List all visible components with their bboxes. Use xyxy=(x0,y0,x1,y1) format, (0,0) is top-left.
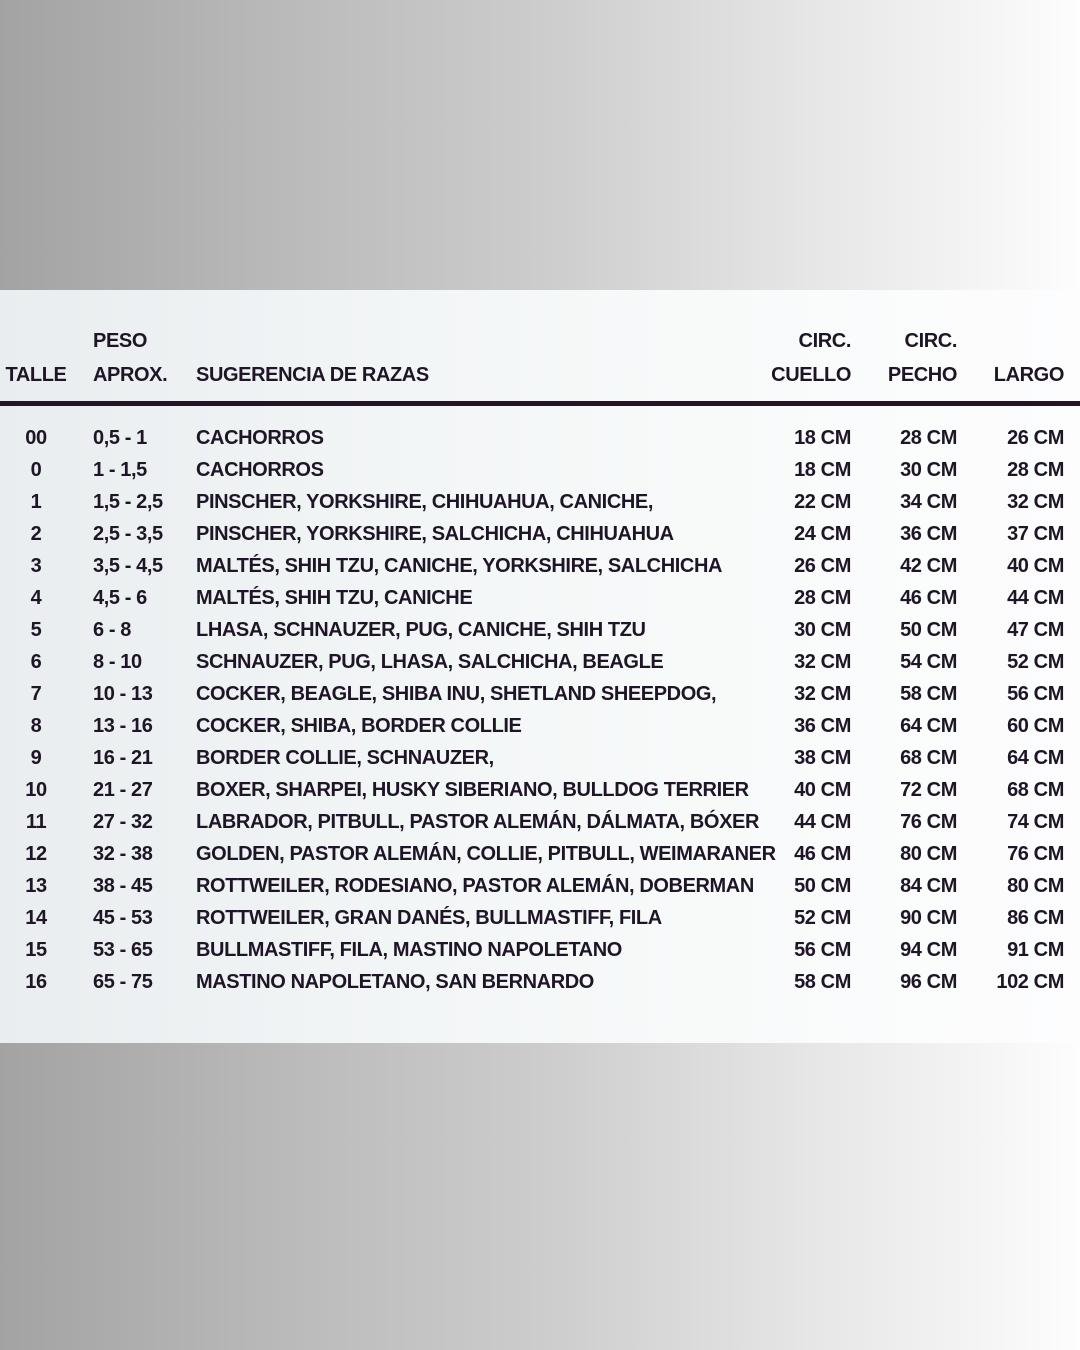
talle-cell: 14 xyxy=(25,907,47,929)
cuello-cell: 36 CM xyxy=(794,715,851,737)
razas-cell: SCHNAUZER, PUG, LHASA, SALCHICHA, BEAGLE xyxy=(196,651,664,673)
razas-cell: LHASA, SCHNAUZER, PUG, CANICHE, SHIH TZU xyxy=(196,619,646,641)
pecho-cell: 84 CM xyxy=(900,875,957,897)
razas-cell: BORDER COLLIE, SCHNAUZER, xyxy=(196,747,494,769)
pecho-cell: 68 CM xyxy=(900,747,957,769)
largo-cell: 47 CM xyxy=(1007,619,1064,641)
peso-cell: 32 - 38 xyxy=(93,843,153,865)
header-circ-pecho xyxy=(851,290,957,401)
pecho-cell: 28 CM xyxy=(900,427,957,449)
largo-cell: 56 CM xyxy=(1007,683,1064,705)
peso-cell: 53 - 65 xyxy=(93,939,153,961)
header-largo-label: LARGO xyxy=(993,364,1064,386)
razas-cell: GOLDEN, PASTOR ALEMÁN, COLLIE, PITBULL, WEIMARANER xyxy=(196,843,776,865)
largo-cell: 52 CM xyxy=(1007,651,1064,673)
table-row xyxy=(0,934,1080,966)
table-row xyxy=(0,518,1080,550)
peso-cell: 13 - 16 xyxy=(93,715,153,737)
header-peso-aprox xyxy=(72,290,196,401)
razas-cell: PINSCHER, YORKSHIRE, CHIHUAHUA, CANICHE, xyxy=(196,491,654,513)
pecho-cell: 96 CM xyxy=(900,971,957,993)
talle-cell: 12 xyxy=(25,843,47,865)
largo-cell: 60 CM xyxy=(1007,715,1064,737)
largo-cell: 76 CM xyxy=(1007,843,1064,865)
cuello-cell: 22 CM xyxy=(794,491,851,513)
peso-cell: 3,5 - 4,5 xyxy=(93,555,163,577)
table-row xyxy=(0,550,1080,582)
talle-cell: 1 xyxy=(30,491,42,513)
cuello-cell: 58 CM xyxy=(794,971,851,993)
table-row xyxy=(0,486,1080,518)
talle-cell: 9 xyxy=(30,747,42,769)
largo-cell: 102 CM xyxy=(996,971,1064,993)
largo-cell: 68 CM xyxy=(1007,779,1064,801)
pecho-cell: 58 CM xyxy=(900,683,957,705)
table-row xyxy=(0,902,1080,934)
pecho-cell: 50 CM xyxy=(900,619,957,641)
peso-cell: 45 - 53 xyxy=(93,907,153,929)
pecho-cell: 46 CM xyxy=(900,587,957,609)
razas-cell: COCKER, SHIBA, BORDER COLLIE xyxy=(196,715,522,737)
header-cuello-line2: CUELLO xyxy=(771,364,851,386)
header-pecho-line1: CIRC. xyxy=(904,330,957,352)
peso-cell: 8 - 10 xyxy=(93,651,142,673)
largo-cell: 37 CM xyxy=(1007,523,1064,545)
talle-cell: 0 xyxy=(30,459,42,481)
peso-cell: 1,5 - 2,5 xyxy=(93,491,163,513)
cuello-cell: 28 CM xyxy=(794,587,851,609)
razas-cell: ROTTWEILER, RODESIANO, PASTOR ALEMÁN, DOBERMAN xyxy=(196,875,754,897)
cuello-cell: 52 CM xyxy=(794,907,851,929)
razas-cell: MALTÉS, SHIH TZU, CANICHE xyxy=(196,587,473,609)
size-chart-sheet xyxy=(0,290,1080,1043)
cuello-cell: 46 CM xyxy=(794,843,851,865)
pecho-cell: 64 CM xyxy=(900,715,957,737)
talle-cell: 10 xyxy=(25,779,47,801)
peso-cell: 6 - 8 xyxy=(93,619,132,641)
talle-cell: 8 xyxy=(30,715,42,737)
razas-cell: CACHORROS xyxy=(196,459,324,481)
table-header xyxy=(0,290,1080,401)
peso-cell: 4,5 - 6 xyxy=(93,587,147,609)
header-cuello-line1: CIRC. xyxy=(798,330,851,352)
table-row xyxy=(0,742,1080,774)
cuello-cell: 32 CM xyxy=(794,683,851,705)
header-talle xyxy=(0,290,72,401)
table-row xyxy=(0,678,1080,710)
cuello-cell: 56 CM xyxy=(794,939,851,961)
talle-cell: 3 xyxy=(30,555,42,577)
talle-cell: 11 xyxy=(25,811,47,833)
cuello-cell: 40 CM xyxy=(794,779,851,801)
pecho-cell: 54 CM xyxy=(900,651,957,673)
table-row xyxy=(0,710,1080,742)
cuello-cell: 30 CM xyxy=(794,619,851,641)
largo-cell: 40 CM xyxy=(1007,555,1064,577)
talle-cell: 2 xyxy=(30,523,42,545)
talle-cell: 6 xyxy=(30,651,42,673)
peso-cell: 0,5 - 1 xyxy=(93,427,147,449)
razas-cell: BULLMASTIFF, FILA, MASTINO NAPOLETANO xyxy=(196,939,622,961)
pecho-cell: 80 CM xyxy=(900,843,957,865)
largo-cell: 32 CM xyxy=(1007,491,1064,513)
peso-cell: 10 - 13 xyxy=(93,683,153,705)
pecho-cell: 42 CM xyxy=(900,555,957,577)
peso-cell: 16 - 21 xyxy=(93,747,153,769)
largo-cell: 80 CM xyxy=(1007,875,1064,897)
pecho-cell: 94 CM xyxy=(900,939,957,961)
talle-cell: 7 xyxy=(30,683,42,705)
cuello-cell: 24 CM xyxy=(794,523,851,545)
largo-cell: 74 CM xyxy=(1007,811,1064,833)
cuello-cell: 26 CM xyxy=(794,555,851,577)
razas-cell: BOXER, SHARPEI, HUSKY SIBERIANO, BULLDOG TERRIER xyxy=(196,779,749,801)
talle-cell: 5 xyxy=(30,619,42,641)
peso-cell: 2,5 - 3,5 xyxy=(93,523,163,545)
table-row xyxy=(0,838,1080,870)
peso-cell: 65 - 75 xyxy=(93,971,153,993)
header-largo xyxy=(957,290,1064,401)
pecho-cell: 36 CM xyxy=(900,523,957,545)
largo-cell: 44 CM xyxy=(1007,587,1064,609)
largo-cell: 86 CM xyxy=(1007,907,1064,929)
table-row xyxy=(0,966,1080,998)
largo-cell: 26 CM xyxy=(1007,427,1064,449)
table-row xyxy=(0,614,1080,646)
razas-cell: MASTINO NAPOLETANO, SAN BERNARDO xyxy=(196,971,594,993)
talle-cell: 16 xyxy=(25,971,47,993)
header-pecho-line2: PECHO xyxy=(887,364,957,386)
cuello-cell: 44 CM xyxy=(794,811,851,833)
peso-cell: 21 - 27 xyxy=(93,779,153,801)
table-row xyxy=(0,422,1080,454)
cuello-cell: 38 CM xyxy=(794,747,851,769)
pecho-cell: 34 CM xyxy=(900,491,957,513)
talle-cell: 13 xyxy=(25,875,47,897)
cuello-cell: 18 CM xyxy=(794,459,851,481)
table-row xyxy=(0,582,1080,614)
table-row xyxy=(0,454,1080,486)
razas-cell: CACHORROS xyxy=(196,427,324,449)
pecho-cell: 72 CM xyxy=(900,779,957,801)
cuello-cell: 18 CM xyxy=(794,427,851,449)
header-sugerencia-razas xyxy=(196,290,760,401)
pecho-cell: 76 CM xyxy=(900,811,957,833)
header-peso-line2: APROX. xyxy=(93,364,168,386)
header-peso-line1: PESO xyxy=(93,330,147,352)
largo-cell: 64 CM xyxy=(1007,747,1064,769)
talle-cell: 4 xyxy=(30,587,42,609)
table-row xyxy=(0,870,1080,902)
razas-cell: LABRADOR, PITBULL, PASTOR ALEMÁN, DÁLMATA, BÓXER xyxy=(196,811,759,833)
table-row xyxy=(0,806,1080,838)
largo-cell: 91 CM xyxy=(1007,939,1064,961)
header-razas-label: SUGERENCIA DE RAZAS xyxy=(196,364,429,386)
peso-cell: 27 - 32 xyxy=(93,811,153,833)
table-row xyxy=(0,646,1080,678)
talle-cell: 15 xyxy=(25,939,47,961)
razas-cell: ROTTWEILER, GRAN DANÉS, BULLMASTIFF, FILA xyxy=(196,907,662,929)
header-circ-cuello xyxy=(760,290,851,401)
header-rule xyxy=(0,401,1080,406)
razas-cell: MALTÉS, SHIH TZU, CANICHE, YORKSHIRE, SALCHICHA xyxy=(196,555,723,577)
largo-cell: 28 CM xyxy=(1007,459,1064,481)
header-talle-label: TALLE xyxy=(5,364,67,386)
cuello-cell: 32 CM xyxy=(794,651,851,673)
peso-cell: 1 - 1,5 xyxy=(93,459,147,481)
table-body xyxy=(0,422,1080,998)
talle-cell: 00 xyxy=(25,427,47,449)
razas-cell: COCKER, BEAGLE, SHIBA INU, SHETLAND SHEEPDOG, xyxy=(196,683,717,705)
peso-cell: 38 - 45 xyxy=(93,875,153,897)
cuello-cell: 50 CM xyxy=(794,875,851,897)
table-row xyxy=(0,774,1080,806)
pecho-cell: 30 CM xyxy=(900,459,957,481)
razas-cell: PINSCHER, YORKSHIRE, SALCHICHA, CHIHUAHUA xyxy=(196,523,674,545)
pecho-cell: 90 CM xyxy=(900,907,957,929)
